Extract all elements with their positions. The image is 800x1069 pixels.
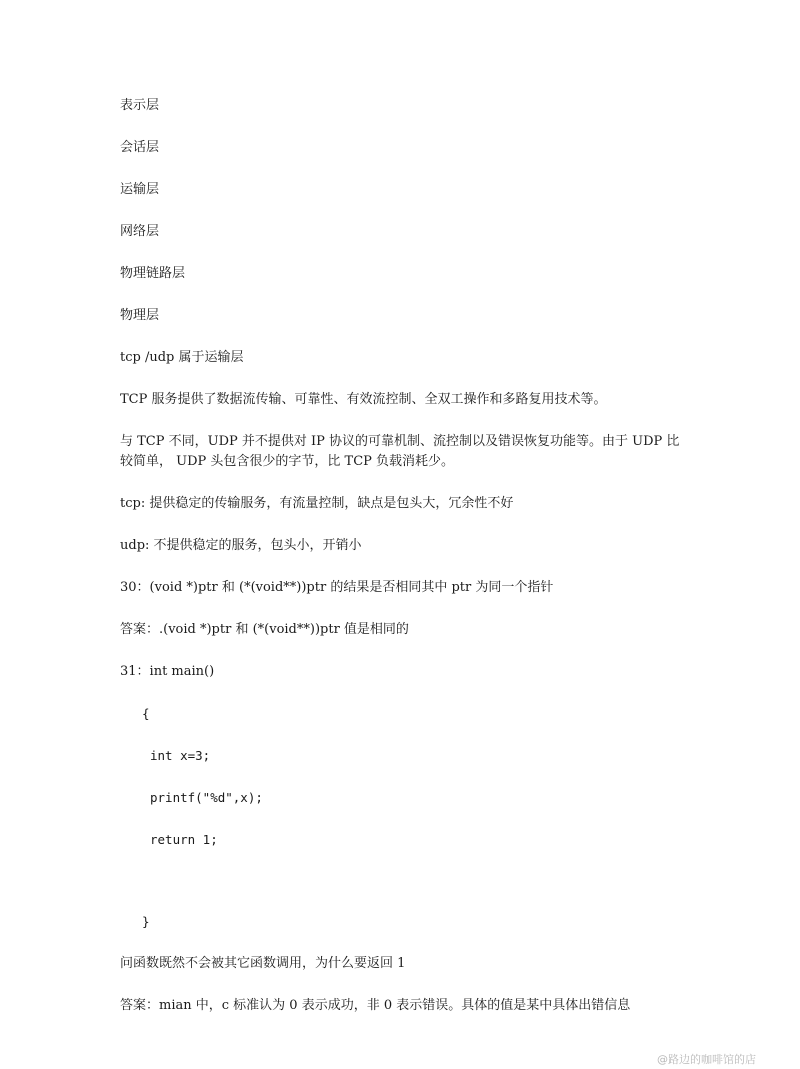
layer-transport: 运输层	[120, 182, 160, 197]
question-31: 31：int main()	[120, 664, 215, 679]
code-line-printf: printf("%d",x);	[150, 790, 263, 805]
tcp-summary: tcp: 提供稳定的传输服务，有流量控制，缺点是包头大，冗余性不好	[120, 496, 514, 511]
code-open-brace: {	[142, 706, 150, 721]
answer-30: 答案：.(void *)ptr 和 (*(void**))ptr 值是相同的	[120, 622, 409, 637]
tcp-services: TCP 服务提供了数据流传输、可靠性、有效流控制、全双工操作和多路复用技术等。	[120, 392, 607, 407]
layer-network: 网络层	[120, 224, 160, 239]
question-30: 30：(void *)ptr 和 (*(void**))ptr 的结果是否相同其中 ptr 为同一个指针	[120, 580, 554, 595]
tcp-udp-note: tcp /udp 属于运输层	[120, 350, 244, 365]
code-close-brace: }	[142, 914, 150, 929]
layer-datalink: 物理链路层	[120, 266, 186, 281]
udp-compare: 与 TCP 不同，UDP 并不提供对 IP 协议的可靠机制、流控制以及错误恢复功能等。由于 UDP 比较简单， UDP 头包含很少的字节，比 TCP 负载消耗少。	[120, 434, 680, 469]
layer-session: 会话层	[120, 140, 160, 155]
question-31-text: 问函数既然不会被其它函数调用，为什么要返回 1	[120, 956, 406, 971]
code-line-int: int x=3;	[150, 748, 211, 763]
layer-physical: 物理层	[120, 308, 160, 323]
layer-presentation: 表示层	[120, 98, 160, 113]
code-line-return: return 1;	[150, 832, 218, 847]
watermark: @路边的咖啡馆的店	[657, 1053, 756, 1066]
answer-31: 答案：mian 中，c 标准认为 0 表示成功，非 0 表示错误。具体的值是某中具体出错信息	[120, 998, 631, 1013]
udp-summary: udp: 不提供稳定的服务，包头小，开销小	[120, 538, 362, 553]
